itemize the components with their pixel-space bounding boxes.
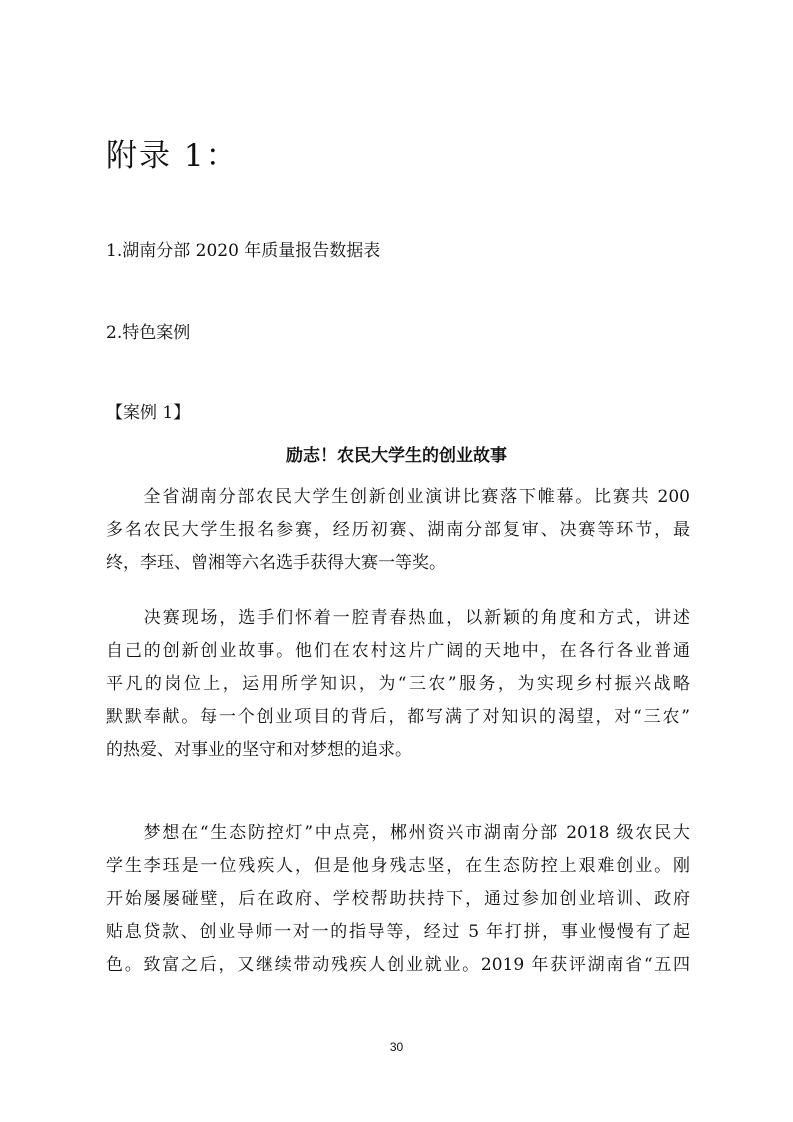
paragraph-3 [106,817,690,982]
paragraph-line: 梦想在“生态防控灯”中点亮，郴州资兴市湖南分部 2018 级农民大 [106,823,690,843]
paragraph-2 [106,602,690,767]
paragraph-line: 多名农民大学生报名参赛，经历初赛、湖南分部复审、决赛等环节，最 [106,520,690,540]
list-item-quality-report: 1.湖南分部 2020 年质量报告数据表 [106,241,381,261]
story-title: 励志！农民大学生的创业故事 [286,446,507,466]
paragraph-line: 色。致富之后，又继续带动残疾人创业就业。2019 年获评湖南省“五四 [106,955,690,975]
paragraph-line: 终，李珏、曾湘等六名选手获得大赛一等奖。 [106,553,446,573]
list-item-featured-cases: 2.特色案例 [106,323,191,343]
paragraph-line: 决赛现场，选手们怀着一腔青春热血，以新颖的角度和方式，讲述 [106,608,690,628]
case-label: 【案例 1】 [106,403,191,423]
paragraph-line: 的热爱、对事业的坚守和对梦想的追求。 [106,740,412,760]
paragraph-line: 贴息贷款、创业导师一对一的指导等，经过 5 年打拼，事业慢慢有了起 [106,922,690,942]
paragraph-line: 学生李珏是一位残疾人，但是他身残志坚，在生态防控上艰难创业。刚 [106,856,690,876]
paragraph-line: 自己的创新创业故事。他们在农村这片广阔的天地中，在各行各业普通 [106,641,690,661]
paragraph-line: 全省湖南分部农民大学生创新创业演讲比赛落下帷幕。比赛共 200 [106,487,690,507]
paragraph-line: 平凡的岗位上，运用所学知识，为“三农”服务，为实现乡村振兴战略 [106,674,690,694]
appendix-title: 附录 1： [106,138,239,174]
page-number: 30 [389,1040,404,1054]
paragraph-1 [106,481,690,580]
paragraph-line: 默默奉献。每一个创业项目的背后，都写满了对知识的渴望，对“三农” [106,707,690,727]
paragraph-line: 开始屡屡碰壁，后在政府、学校帮助扶持下，通过参加创业培训、政府 [106,889,690,909]
